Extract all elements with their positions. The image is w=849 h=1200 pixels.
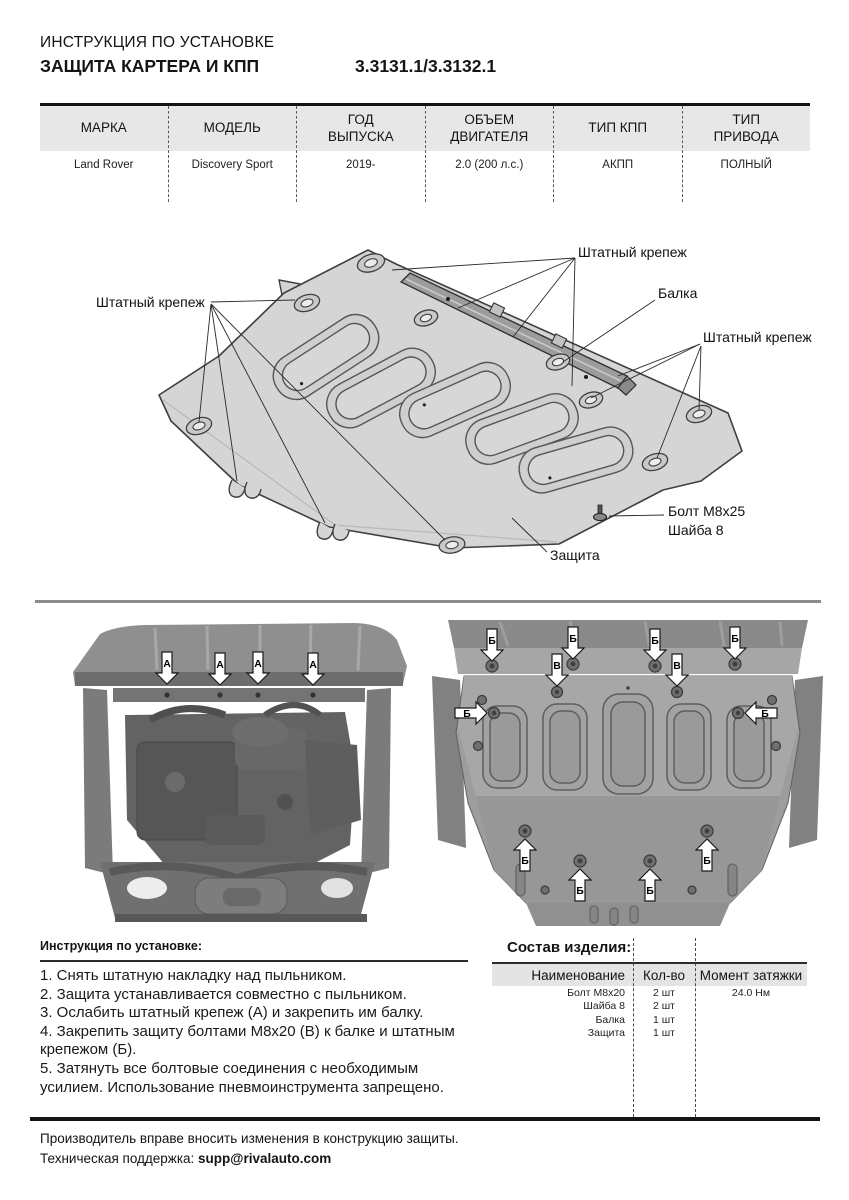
part-name: Болт М8х20 bbox=[567, 986, 625, 999]
instructions-title: Инструкция по установке: bbox=[40, 939, 202, 953]
part-qty: 1 шт bbox=[653, 1027, 675, 1040]
marker-letter: В bbox=[673, 660, 681, 672]
part-numbers: 3.3131.1/3.3132.1 bbox=[355, 56, 497, 76]
marker-letter: Б bbox=[463, 708, 471, 720]
marker-letter: Б bbox=[761, 708, 769, 720]
label-fastener-top: Штатный крепеж bbox=[578, 244, 687, 260]
parts-title: Состав изделия: bbox=[507, 939, 632, 956]
parts-header-qty: Кол-во bbox=[643, 967, 685, 983]
parts-row bbox=[492, 986, 807, 1000]
spec-col-year bbox=[296, 106, 425, 202]
marker-letter: Б bbox=[569, 633, 577, 645]
doc-subtitle: ИНСТРУКЦИЯ ПО УСТАНОВКЕ bbox=[40, 34, 275, 51]
marker-letter: А bbox=[216, 659, 224, 671]
instruction-step: 2. Защита устанавливается совместно с пыльником. bbox=[40, 985, 407, 1003]
instructions-section bbox=[40, 939, 468, 1097]
spec-header: ТИП КПП bbox=[554, 106, 682, 151]
part-torque: 24.0 Нм bbox=[731, 986, 771, 999]
parts-header-torque: Момент затяжки bbox=[699, 967, 803, 983]
label-washer: Шайба 8 bbox=[668, 522, 724, 538]
footer bbox=[40, 1129, 810, 1170]
part-name: Защита bbox=[587, 1027, 625, 1040]
spec-header: МОДЕЛЬ bbox=[169, 106, 297, 151]
marker-letter: Б bbox=[646, 885, 654, 897]
marker-letter: А bbox=[309, 659, 317, 671]
spec-col-gearbox bbox=[553, 106, 682, 202]
instruction-step: 1. Снять штатную накладку над пыльником. bbox=[40, 967, 347, 984]
spec-col-brand bbox=[40, 106, 168, 202]
part-qty: 1 шт bbox=[653, 1013, 675, 1026]
spec-col-drive bbox=[682, 106, 811, 202]
spec-header: ТИП ПРИВОДА bbox=[683, 106, 811, 151]
spec-col-model bbox=[168, 106, 297, 202]
spec-value: ПОЛНЫЙ bbox=[720, 158, 772, 171]
marker-letter: Б bbox=[576, 885, 584, 897]
footer-support-line bbox=[40, 1149, 810, 1169]
spec-value: Land Rover bbox=[74, 158, 134, 171]
marker-letter: Б bbox=[521, 855, 529, 867]
photo-engine-bay bbox=[55, 620, 420, 925]
spec-value: 2019- bbox=[346, 158, 376, 171]
spec-header: МАРКА bbox=[40, 106, 168, 151]
section-divider bbox=[35, 600, 821, 603]
installed-shield-illustration bbox=[432, 620, 823, 926]
label-bolt: Болт М8х25 bbox=[668, 503, 746, 519]
engine-bay-illustration bbox=[73, 623, 407, 922]
parts-column-guide bbox=[695, 938, 696, 1117]
support-label: Техническая поддержка: bbox=[40, 1151, 199, 1167]
spec-header: ГОД ВЫПУСКА bbox=[297, 106, 425, 151]
instructions-divider bbox=[40, 960, 468, 962]
header bbox=[40, 34, 810, 77]
parts-row bbox=[492, 1000, 807, 1014]
parts-row bbox=[492, 1013, 807, 1027]
label-fastener-left: Штатный крепеж bbox=[96, 294, 205, 310]
spec-value: Discovery Sport bbox=[191, 158, 273, 171]
parts-section bbox=[492, 939, 807, 1040]
part-name: Шайба 8 bbox=[583, 1000, 625, 1013]
marker-letter: Б bbox=[488, 635, 496, 647]
parts-header-row bbox=[492, 964, 807, 986]
marker-letter: В bbox=[553, 660, 561, 672]
part-qty: 2 шт bbox=[653, 986, 675, 999]
marker-letter: А bbox=[163, 658, 171, 670]
spec-value: АКПП bbox=[602, 158, 634, 171]
part-name: Балка bbox=[595, 1013, 625, 1026]
label-fastener-right: Штатный крепеж bbox=[703, 329, 812, 345]
instruction-step: 5. Затянуть все болтовые соединения с необходимым усилием. Использование пневмоинструмента запрещено. bbox=[40, 1059, 444, 1096]
marker-letter: Б bbox=[651, 635, 659, 647]
marker-letter: А bbox=[254, 658, 262, 670]
photo-installed-shield bbox=[430, 618, 825, 930]
doc-title: ЗАЩИТА КАРТЕРА И КПП bbox=[40, 56, 260, 76]
vehicle-spec-table bbox=[40, 103, 810, 202]
spec-value: 2.0 (200 л.с.) bbox=[455, 158, 524, 171]
label-shield: Защита bbox=[550, 547, 600, 563]
marker-letter: Б bbox=[703, 855, 711, 867]
instruction-step: 4. Закрепить защиту болтами М8х20 (В) к балке и штатным крепежом (Б). bbox=[40, 1022, 455, 1059]
exploded-diagram bbox=[35, 238, 820, 598]
label-beam: Балка bbox=[658, 285, 698, 301]
footer-divider bbox=[30, 1117, 820, 1121]
parts-header-name: Наименование bbox=[531, 967, 625, 983]
parts-row bbox=[492, 1027, 807, 1041]
parts-column-guide bbox=[633, 938, 634, 1117]
spec-header: ОБЪЕМ ДВИГАТЕЛЯ bbox=[426, 106, 554, 151]
part-qty: 2 шт bbox=[653, 1000, 675, 1013]
instruction-step: 3. Ослабить штатный крепеж (А) и закрепить им балку. bbox=[40, 1004, 424, 1022]
marker-letter: Б bbox=[731, 633, 739, 645]
footer-disclaimer: Производитель вправе вносить изменения в конструкцию защиты. bbox=[40, 1131, 459, 1146]
spec-col-engine bbox=[425, 106, 554, 202]
support-email: supp@rivalauto.com bbox=[198, 1151, 332, 1167]
